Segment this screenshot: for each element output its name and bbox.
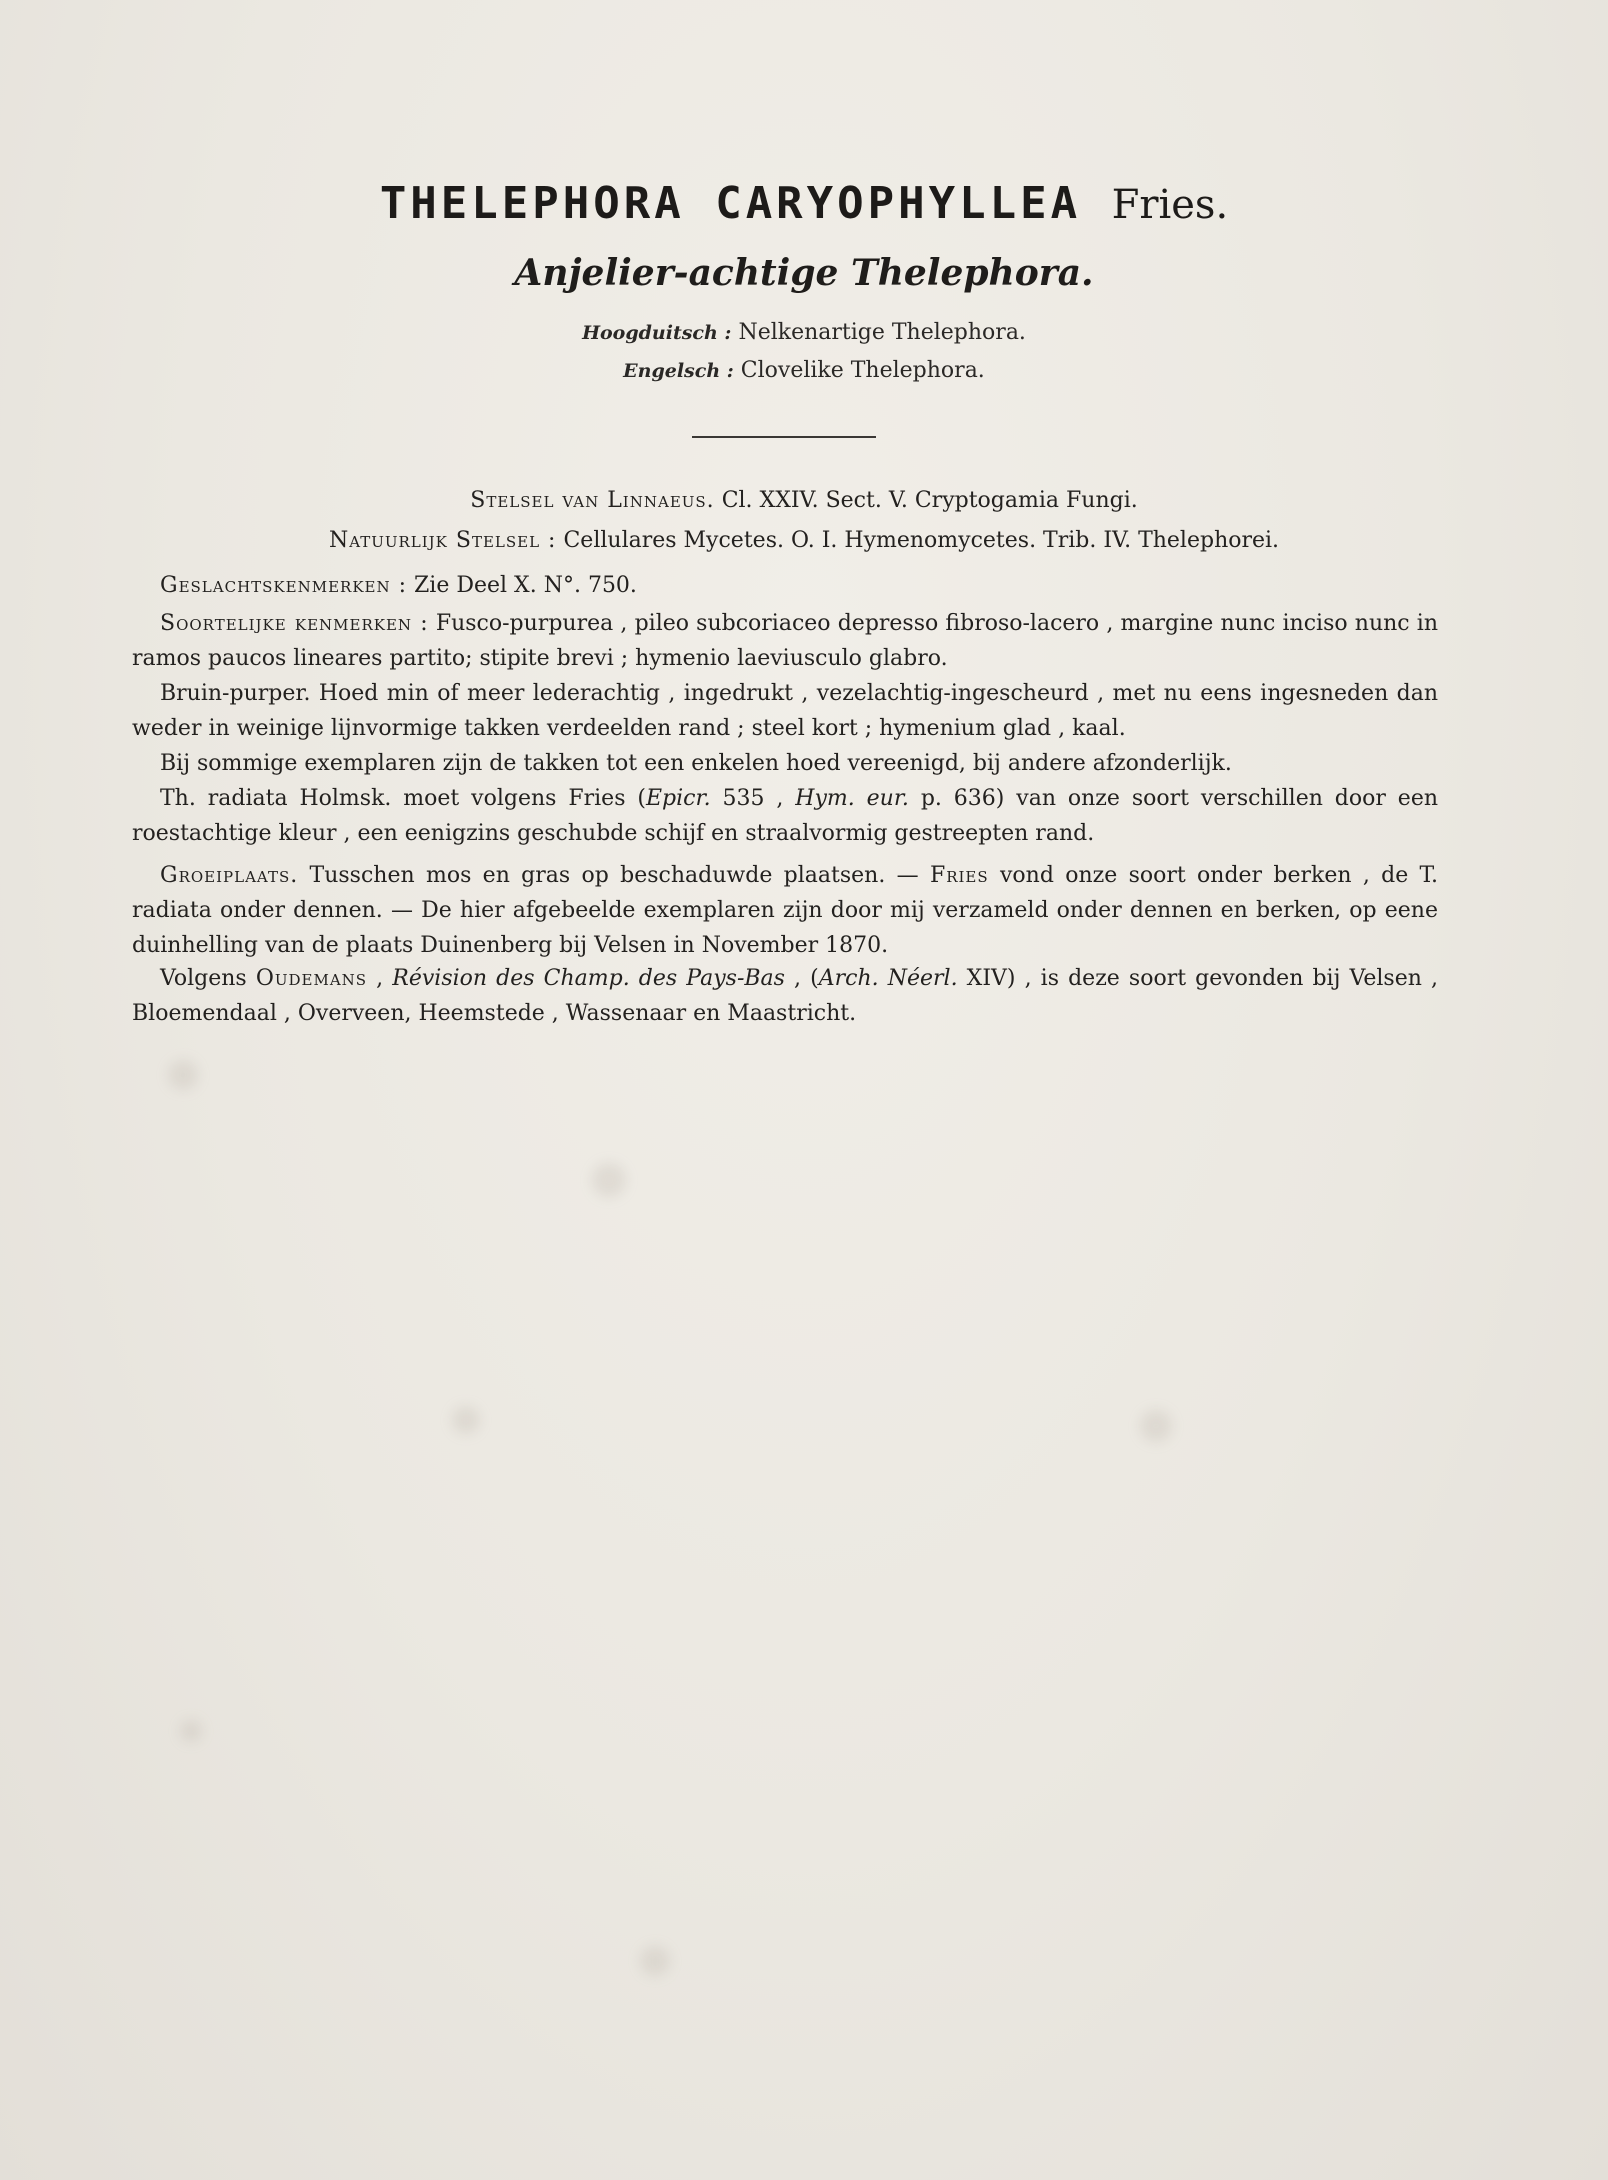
soortelijke-kenmerken-paragraph [132,606,1438,676]
volgens-work: Révision des Champ. des Pays-Bas [392,966,785,991]
alt-name-lang: Hoogduitsch : [582,322,732,344]
foxing-spot [168,1060,198,1090]
groeiplaats-label: Groeiplaats. [160,863,299,888]
volgens-oudemans: Oudemans [255,966,368,991]
th-radiata-hym: Hym. eur. [795,786,909,811]
groeiplaats-text2: vond onze soort onder berken , de T. radiata onder dennen. — De hier afgebeelde exemplaren zijn door mij verzameld onder dennen en berken, op eene duinhelling van de plaats Duinenberg bij Velsen in November 1870. [132,863,1438,958]
natuurlijk-stelsel-text: Cellulares Mycetes. O. I. Hymenomycetes. Trib. IV. Thelephorei. [563,528,1280,553]
alt-name-value: Clovelike Thelephora. [740,358,985,383]
groeiplaats-text1: Tusschen mos en gras op beschaduwde plaatsen. — [309,863,930,888]
natuurlijk-stelsel-label: Natuurlijk Stelsel : [328,528,557,553]
bruin-purper-paragraph: Bruin-purper. Hoed min of meer lederachtig , ingedrukt , vezelachtig-ingescheurd , met nu eens ingesneden dan weder in weinige lijnvormige takken verdeelden rand ; steel kort ; hymenium glad , kaal. [132,681,1438,741]
stelsel-linnaeus [0,488,1608,513]
volgens-arch: Arch. Néerl. [818,966,958,991]
title-main: THELEPHORA CARYOPHYLLEA [379,178,1082,229]
groeiplaats-fries: Fries [929,863,989,888]
foxing-spot [180,1720,202,1742]
th-radiata-pre: Th. radiata Holmsk. moet volgens Fries ( [160,786,646,811]
th-radiata-post: p. 636) van onze soort verschillen door een roestachtige kleur , een eenigzins geschubde schijf en straalvormig gestreepten rand. [132,786,1439,846]
th-radiata-paragraph [132,781,1438,851]
volgens-paragraph [132,961,1438,1031]
volgens-comma: , [367,966,393,991]
natuurlijk-stelsel [0,528,1608,553]
soortelijke-kenmerken-label: Soortelijke kenmerken : [160,611,429,636]
volgens-post: XIV) , is deze soort gevonden bij Velsen , Bloemendaal , Overveen, Heemstede , Wassenaar en Maastricht. [132,966,1439,1026]
alt-name-english [0,358,1608,383]
alt-name-lang: Engelsch : [623,360,734,382]
groeiplaats-paragraph [132,858,1438,963]
geslachtskenmerken-paragraph [132,568,1438,603]
page-title [0,178,1608,229]
stelsel-linnaeus-label: Stelsel van Linnaeus. [470,488,715,513]
soortelijke-kenmerken-text: Fusco-purpurea , pileo subcoriaceo depresso fibroso-lacero , margine nunc inciso nunc in ramos paucos lineares partito; stipite brevi ; hymenio laeviusculo glabro. [132,611,1438,671]
bij-sommige-paragraph: Bij sommige exemplaren zijn de takken tot een enkelen hoed vereenigd, bij andere afzonderlijk. [160,751,1232,776]
alt-name-german [0,320,1608,345]
foxing-spot [452,1406,480,1434]
divider-rule [692,436,876,438]
volgens-mid: , ( [784,966,819,991]
alt-name-value: Nelkenartige Thelephora. [738,320,1026,345]
th-radiata-mid: 535 , [710,786,796,811]
foxing-spot [1140,1410,1172,1442]
geslachtskenmerken-text: Zie Deel X. N°. 750. [414,573,637,598]
volgens-pre: Volgens [160,966,256,991]
th-radiata-epicr: Epicr. [645,786,711,811]
geslachtskenmerken-label: Geslachtskenmerken : [160,573,408,598]
foxing-spot [592,1163,626,1197]
foxing-spot [640,1946,670,1976]
title-author: Fries. [1111,182,1229,228]
stelsel-linnaeus-text: Cl. XXIV. Sect. V. Cryptogamia Fungi. [721,488,1138,513]
dutch-name: Anjelier-achtige Thelephora. [514,252,1094,294]
